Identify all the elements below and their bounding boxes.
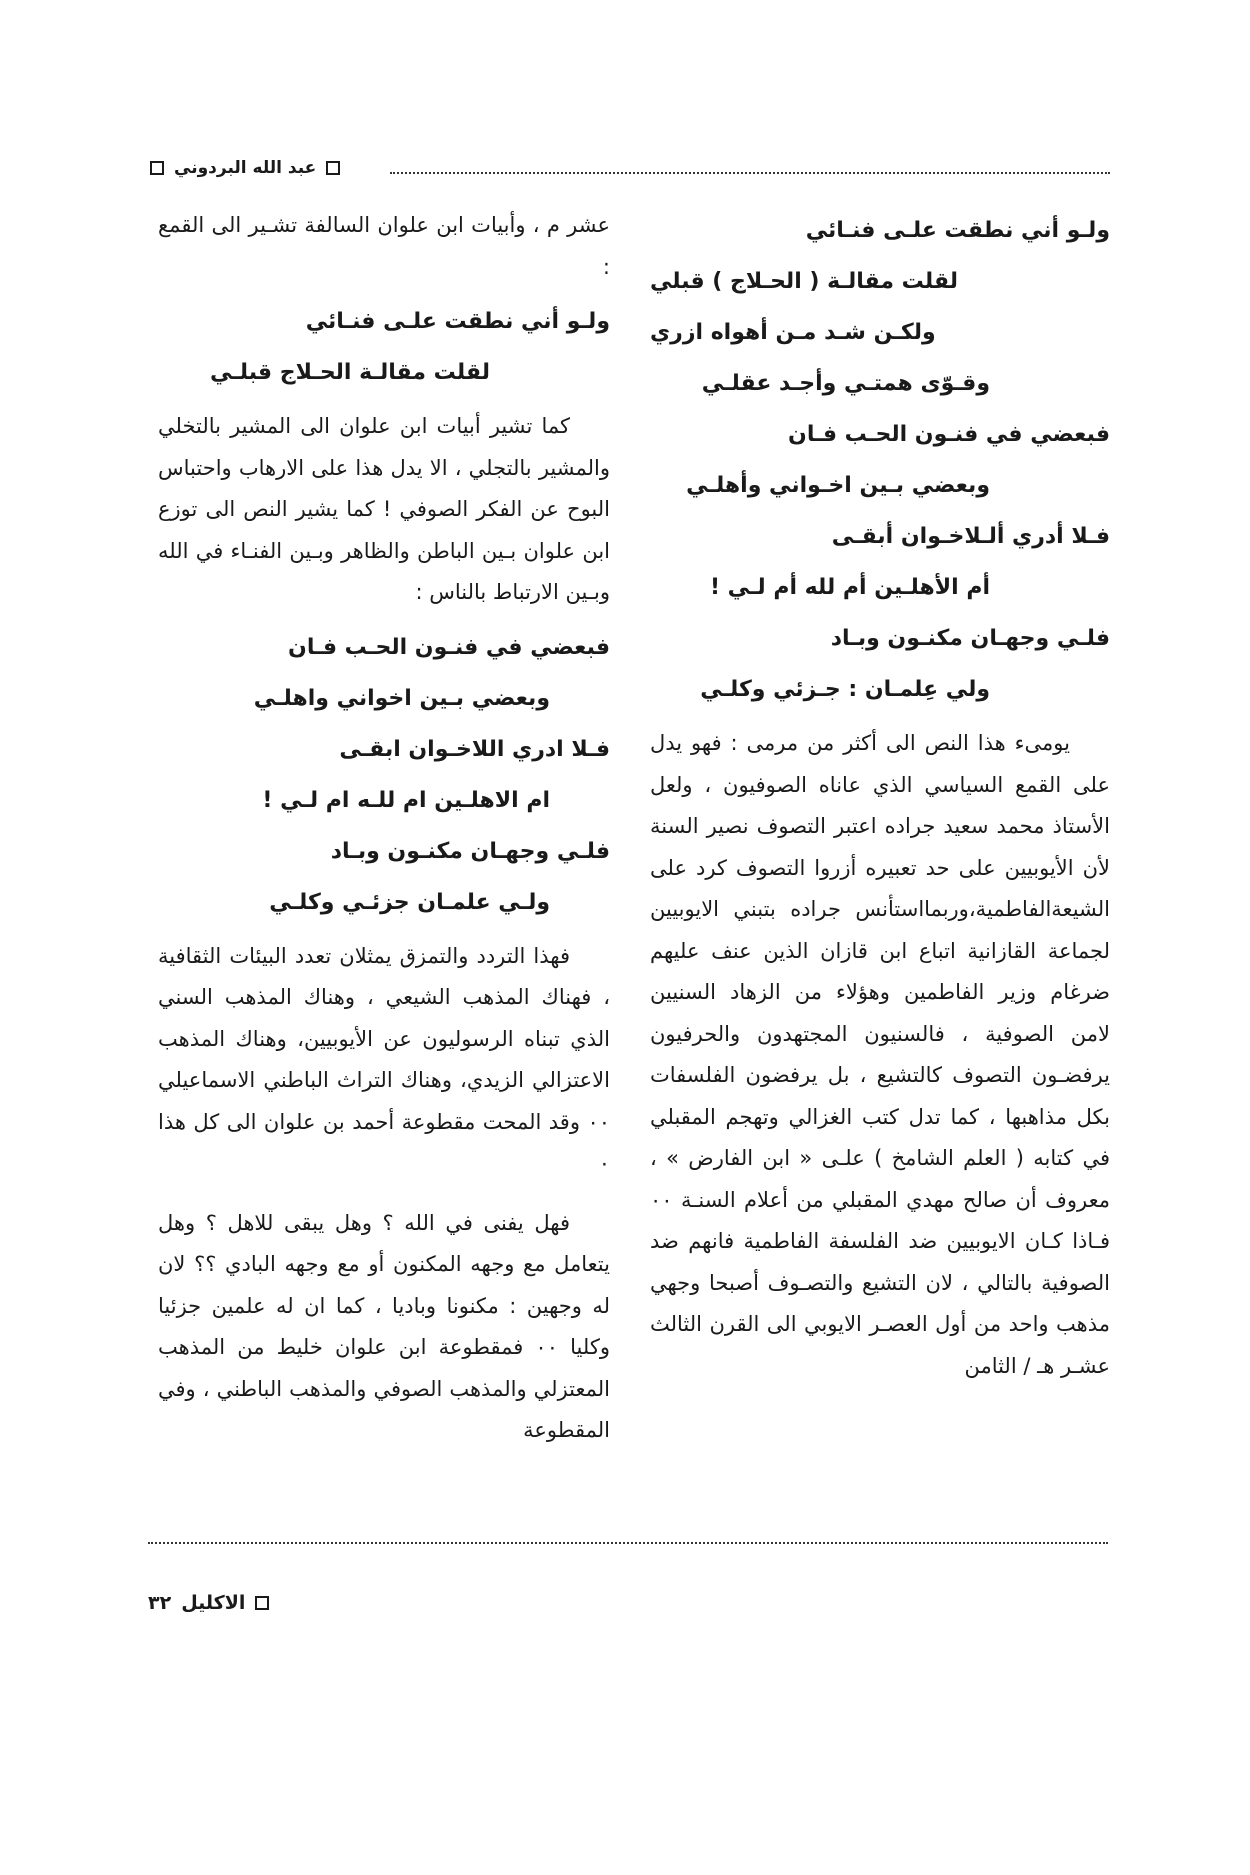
left-paragraph-1: كما تشير أبيات ابن علوان الى المشير بالتخلي والمشير بالتجلي ، الا يدل هذا على الارهاب واحتباس البوح عن الفكر الصوفي ! كما يشير النص الى توزع ابن علوان بـين الباطن والظاهر وبـين الفنـاء في الله وبـين الارتباط بالناس : <box>158 414 610 604</box>
verse-line: فـلا أدري ألـلاخـوان أبقـى <box>831 524 1110 549</box>
verse-line: ولي عِلمـان : جـزئي وكلـي <box>700 677 990 702</box>
running-header <box>150 158 1110 188</box>
journal-name: الاكليل <box>181 1592 246 1614</box>
verse-line: فـلا ادري اللاخـوان ابقـى <box>339 736 610 762</box>
verse-line: وبعضي بـين اخـواني وأهلـي <box>686 473 990 498</box>
verse-line: ولـو أني نطقت علـى فنـائي <box>805 218 1110 243</box>
verse-line: ام الاهلـين ام للـه ام لـي ! <box>262 787 550 813</box>
right-paragraph: يومىء هذا النص الى أكثر من مرمى : فهو يدل على القمع السياسي الذي عاناه الصوفيون ، ولعل الأستاذ محمد سعيد جراده اعتبر التصوف نصير السنة لأن الأيوبيين على حد تعبيره أزروا التصوف كرد على الشيعةالفاطمية،وربمااستأنس جراده بتبني الايوبيين لجماعة القازانية اتباع ابن قازان الذين عنف عليهم ضرغام وزير الفاطمين وهؤلاء من الزهاد السنيين لامن الصوفية ، فالسنيون المجتهدون والحرفيون يرفضـون التصوف كالتشيع ، بل يرفضون الفلسفات بكل مذاهبها ، كما تدل كتب الغزالي وتهجم المقبلي في كتابه ( العلم الشامخ ) علـى « ابن الفارض » ، معروف أن صالح مهدي المقبلي من أعلام السنـة ٠٠ فـاذا كـان الايوبيين ضد الفلسفة الفاطمية فانهم ضد الصوفية بالتالي ، لان التشيع والتصـوف أصبحا وجهي مذهب واحد من أول العصـر الايوبي الى القرن الثالث عشـر هـ / الثامن <box>650 731 1110 1378</box>
left-verses-2 <box>158 622 610 928</box>
square-bullet-icon <box>150 161 164 175</box>
verse-line: ولكـن شـد مـن أهواه ازري <box>650 320 936 345</box>
verse-line: فلـي وجهـان مكنـون وبـاد <box>330 838 610 864</box>
square-bullet-icon <box>326 161 340 175</box>
verse-line: وقـوّى همتـي وأجـد عقلـي <box>701 371 990 396</box>
page-number: ٣٢ <box>148 1592 172 1614</box>
right-column <box>650 205 1110 1387</box>
square-bullet-icon <box>255 1596 269 1610</box>
verse-line: لقلت مقالـة الحـلاج قبلـي <box>209 360 490 385</box>
verse-line: ولـي علمـان جزئـي وكلـي <box>269 889 550 915</box>
header-dotted-rule <box>390 172 1110 174</box>
verse-line: ولـو أني نطقت علـى فنـائي <box>305 309 610 334</box>
left-paragraph-3: فهل يفنى في الله ؟ وهل يبقى للاهل ؟ وهل يتعامل مع وجهه المكنون أو مع وجهه البادي ؟؟ لان له وجهين : مكنونا وباديا ، كما ان له علمين جزئيا وكليا ٠٠ فمقطوعة ابن علوان خليط من المذهب المعتزلي والمذهب الصوفي والمذهب الباطني ، وفي المقطوعة <box>158 1210 610 1442</box>
verse-line: أم الأهلـين أم لله أم لـي ! <box>709 575 990 600</box>
header-author-block <box>150 158 340 178</box>
verse-line: فلـي وجهـان مكنـون وبـاد <box>830 626 1110 651</box>
page-footer <box>148 1592 269 1614</box>
verse-line: فبعضي في فنـون الحـب فـان <box>288 634 610 660</box>
verse-line: فبعضي في فنـون الحـب فـان <box>788 422 1110 447</box>
left-intro: عشر م ، وأبيات ابن علوان السالفة تشـير الى القمع : <box>158 213 610 279</box>
verse-line: لقلت مقالـة ( الحـلاج ) قبلي <box>650 269 958 294</box>
left-column <box>158 205 610 1452</box>
left-paragraph-2: فهذا التردد والتمزق يمثلان تعدد البيئات الثقافية ، فهناك المذهب الشيعي ، وهناك المذهب السني الذي تبناه الرسوليون عن الأيوبيين، وهناك المذهب الاعتزالي الزيدي، وهناك التراث الباطني الاسماعيلي ٠٠ وقد المحت مقطوعة أحمد بن علوان الى كل هذا ٠ <box>158 943 610 1175</box>
right-verses <box>650 205 1110 715</box>
footer-dotted-rule <box>148 1542 1108 1544</box>
header-author: عبد الله البردوني <box>174 158 317 178</box>
verse-line: وبعضي بـين اخواني واهلـي <box>253 685 550 711</box>
left-verses-1 <box>158 296 610 398</box>
